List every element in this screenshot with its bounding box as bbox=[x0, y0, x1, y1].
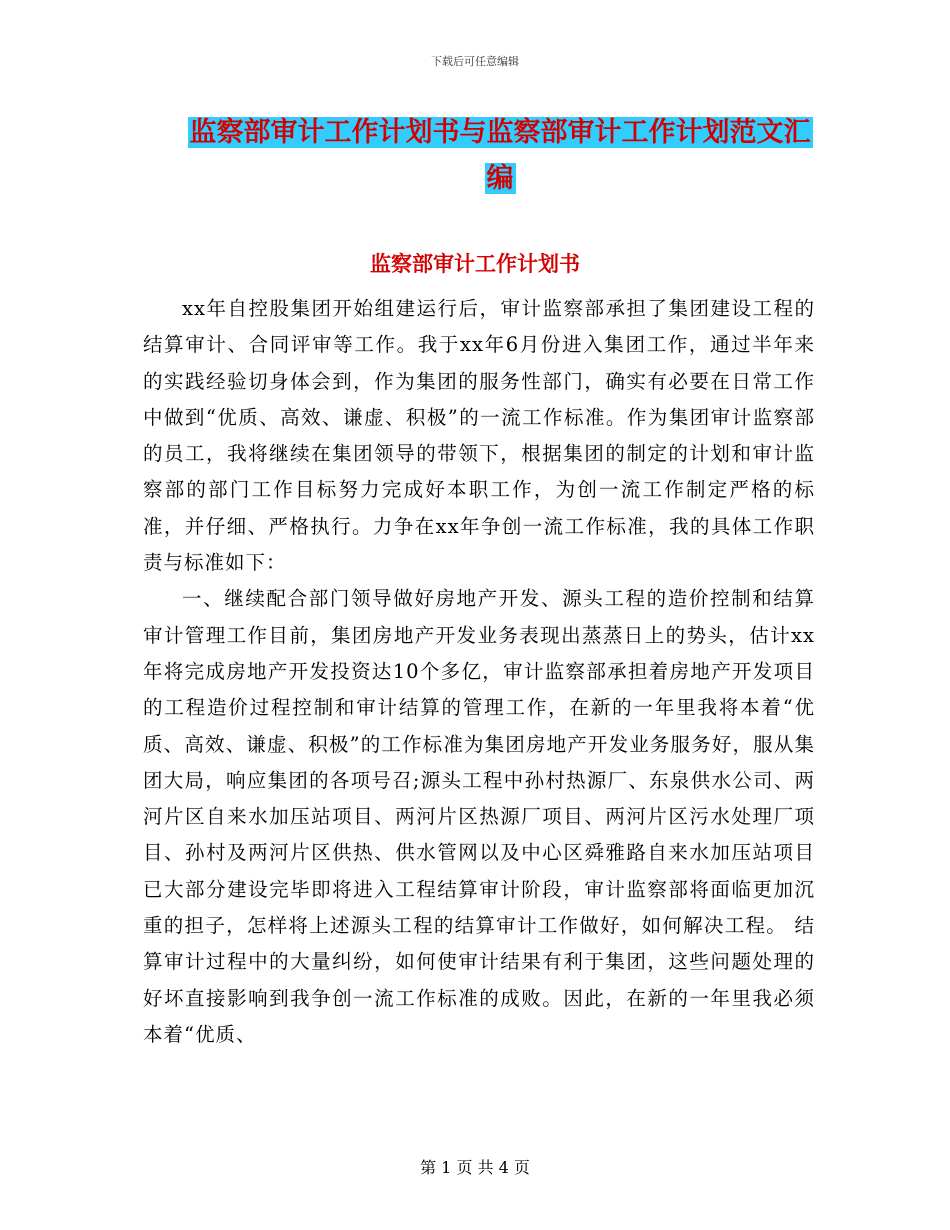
document-title bbox=[150, 110, 850, 202]
section-title: 监察部审计工作计划书 bbox=[370, 251, 580, 276]
page-header-note: 下载后可任意编辑 bbox=[431, 55, 519, 68]
body-paragraph-2: 一、继续配合部门领导做好房地产开发、源头工程的造价控制和结算审计管理工作目前，集团房地产开发业务表现出蒸蒸日上的势头，估计xx年将完成房地产开发投资达10个多亿，审计监察部承担着房地产开发项目的工程造价过程控制和审计结算的管理工作，在新的一年里我将本着“优质、高效、谦虚、积极”的工作标准为集团房地产开发业务服务好，服从集团大局，响应集团的各项号召;源头工程中孙村热源厂、东泉供水公司、两河片区自来水加压站项目、两河片区热源厂项目、两河片区污水处理厂项目、孙村及两河片区供热、供水管网以及中心区舜雅路自来水加压站项目已大部分建设完毕即将进入工程结算审计阶段，审计监察部将面临更加沉重的担子，怎样将上述源头工程的结算审计工作做好，如何解决工程。 结算审计过程中的大量纠纷，如何使审计结果有利于集团，这些问题处理的好坏直接影响到我争创一流工作标准的成败。因此，在新的一年里我必须本着“优质、 bbox=[143, 587, 815, 1046]
document-body bbox=[143, 291, 815, 1053]
document-title-line1: 监察部审计工作计划书与监察部审计工作计划范文汇 bbox=[189, 117, 811, 148]
body-paragraph-1: xx年自控股集团开始组建运行后，审计监察部承担了集团建设工程的结算审计、合同评审等工作。我于xx年6月份进入集团工作，通过半年来的实践经验切身体会到，作为集团的服务性部门，确实有必要在日常工作中做到“优质、高效、谦虚、积极”的一流工作标准。作为集团审计监察部的员工，我将继续在集团领导的带领下，根据集团的制定的计划和审计监察部的部门工作目标努力完成好本职工作，为创一流工作制定严格的标准，并仔细、严格执行。力争在xx年争创一流工作标准，我的具体工作职责与标准如下： bbox=[143, 297, 815, 575]
page-footer: 第 1 页 共 4 页 bbox=[420, 1158, 530, 1177]
document-title-line2: 编 bbox=[486, 163, 514, 194]
